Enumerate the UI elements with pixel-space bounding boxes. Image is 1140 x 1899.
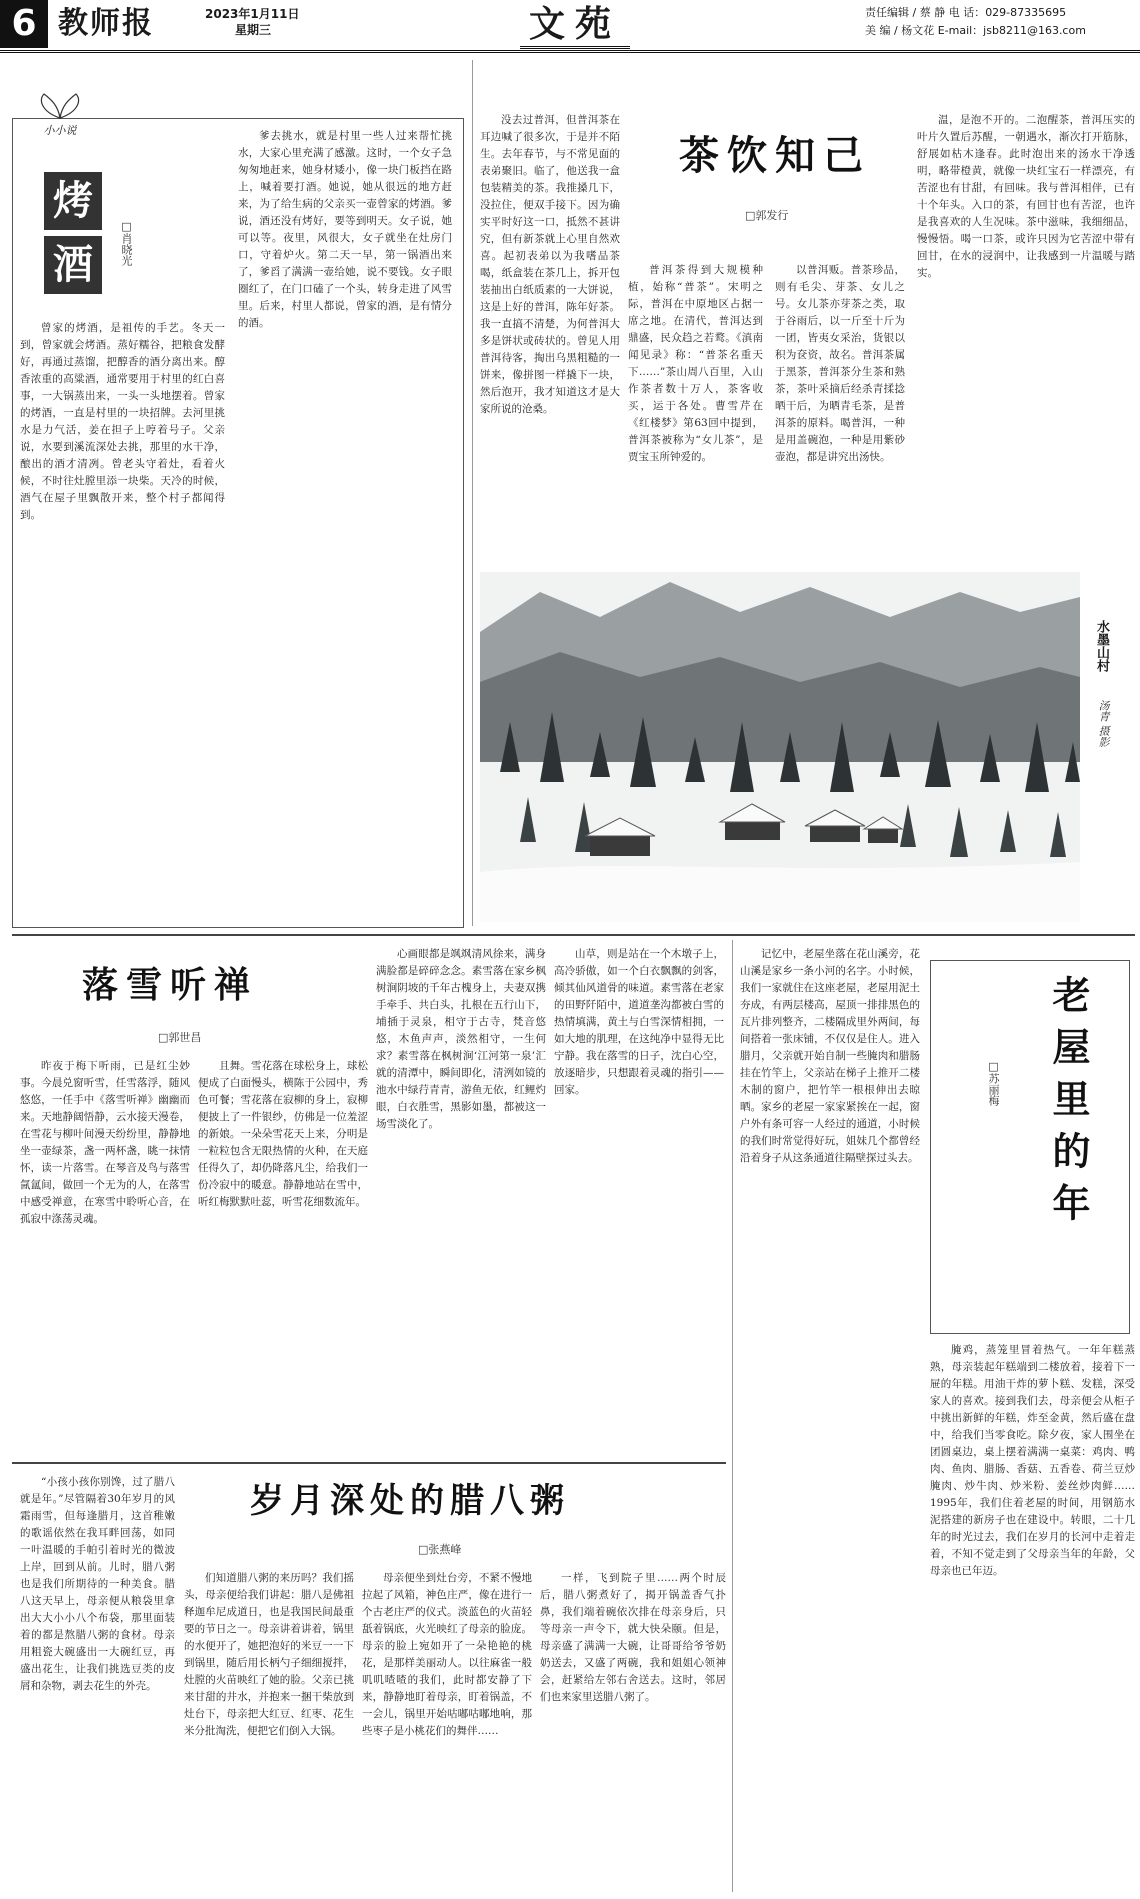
story4-paragraph: 一样，飞到院子里……两个时辰后，腊八粥煮好了，揭开锅盖香气扑鼻，我们端着碗依次排在母亲身后，只等母亲一声令下，就大快朵颐。但是，母亲盛了满满一大碗，让哥哥给爷爷奶奶送去，又盛了两碗，我和姐姐心领神会，赶紧给左邻右舍送去。这时，邻居们也来家里送腊八粥了。 bbox=[540, 1572, 726, 1703]
section-title: 文苑 bbox=[520, 2, 630, 49]
editor-info bbox=[865, 4, 1135, 40]
weekday-text: 星期三 bbox=[235, 23, 272, 37]
date-text: 2023年1月11日 bbox=[205, 7, 300, 21]
story2-column-2 bbox=[628, 262, 763, 552]
story3-column-3 bbox=[376, 946, 546, 1452]
story2-column-1 bbox=[480, 112, 620, 552]
section-divider-1 bbox=[12, 934, 1135, 936]
story2-paragraph: 普洱茶得到大规模种植，始称“普茶”。宋明之际，普洱在中原地区占据一席之地。在清代，普洱达到鼎盛，民众趋之若鹜。《滇南闻见录》称：“普茶名重天下……”茶山周八百里，入山作茶者数十万人，茶客收买，运于各处。曹雪芹在《红楼梦》第63回中提到，普洱茶被称为“女儿茶”，是贾宝玉所钟爱的。 bbox=[628, 264, 763, 463]
masthead-rule bbox=[0, 50, 1140, 53]
designer-line: 美 编 / 杨文花 E-mail：jsb8211@163.com bbox=[865, 24, 1086, 37]
story5-paragraph: 腌鸡，蒸笼里冒着热气。一年年糕蒸熟，母亲装起年糕端到二楼放着，接着下一屉的年糕。用油干炸的萝卜糕、发糕，深受家人的喜欢。接到我们去，母亲便会从柜子中挑出新鲜的年糕，炸至金黄，然后盛在盘中，给我们当零食吃。除夕夜，家人围坐在团圆桌边，桌上摆着满满一桌菜：鸡肉、鸭肉、鱼肉、腊肠、香菇、五香卷、荷兰豆炒腌肉、炒牛肉、炒米粉、姜丝炒肉鲜……1995年，我们住着老屋的时间，用钢筋水泥搭建的新房子也在建设中。转眼，二十几年的时光过去，我们在岁月的长河中走着走着，不知不觉走到了父母亲当年的年龄，父母亲也已年迈。 bbox=[930, 1344, 1135, 1577]
story3-paragraph: 心画眼都是飒飒清风徐来，满身满脸都是碎碎念念。素雪落在家乡枫树涧阴坡的千年古槐身上，夫妻双携手牵手、共白头，扎根在五行山下，埔插于灵泉，相守于古寺，梵音悠悠，木鱼声声，淡然相守，一生何求？素雪落在枫树涧‘江河第一泉’汇就的清潭中，瞬间即化，清洌如镜的池水中绿荇青青，游鱼无依，红鲤灼眼，白衣胜雪，黑影如墨，都被这一场雪淡化了。 bbox=[376, 948, 546, 1130]
story3-title: 落雪听禅 bbox=[81, 964, 258, 1006]
column-tag-label: 小小说 bbox=[43, 124, 77, 137]
story3-column-4 bbox=[554, 946, 724, 1452]
story3-paragraph: 且舞。雪花落在球松身上，球松便成了白面慢头，横陈于公园中，秀色可餐；雪花落在寂柳的身上，寂柳便披上了一件银纱，仿佛是一位羞涩的新娘。一朵朵雪花天上来，分明是一粒粒包含无限热情的火种，在天庭任得久了，却仍降落凡尘，给我们一份冷寂中的暖意。静静地站在雪中，听红梅默默吐蕊，听雪花细数流年。 bbox=[198, 1060, 368, 1208]
photo-caption: 水墨山村 bbox=[1094, 620, 1109, 672]
snow-village-illustration bbox=[480, 572, 1080, 922]
story2-author: □郭发行 bbox=[745, 209, 789, 222]
story5-column-1 bbox=[740, 946, 920, 1892]
story5-title: 老屋里的年 bbox=[1046, 975, 1091, 1235]
story4-column-3 bbox=[362, 1570, 532, 1892]
story1-column-1 bbox=[20, 320, 225, 916]
section-divider-2 bbox=[12, 1462, 726, 1464]
newspaper-name: 教师报 bbox=[58, 6, 154, 41]
leaf-icon bbox=[30, 92, 90, 120]
story4-title: 岁月深处的腊八粥 bbox=[250, 1481, 570, 1521]
story1-author: □肖晓光 bbox=[120, 220, 133, 266]
story1-paragraph: 爹去挑水，就是村里一些人过来帮忙挑水，大家心里充满了感激。这时，一个女子急匆匆地赶来，她身材矮小，像一块门板挡在路上，喊着要打酒。她说，她从很远的地方赶来，为了给生病的父亲买一壶曾家的烤酒。爹说，酒还没有烤好，要等到明天。女子说，她可以等。夜里，风很大，女子就坐在灶房门口，守着炉火。第二天一早，第一锅酒出来了，爹舀了满满一壶给她，说不要钱。女子眼圈红了，在门口磕了一个头，转身走进了风雪里。后来，村里人都说，曾家的酒，是有情分的酒。 bbox=[238, 130, 452, 329]
story4-author: □张燕峰 bbox=[418, 1543, 462, 1556]
story3-author: □郭世昌 bbox=[158, 1031, 202, 1044]
story3-paragraph: 昨夜于梅下听雨，已是红尘妙事。今晨兑窗听雪，任雪落浮，随风悠悠，一任手中《落雪听禅》幽幽而来。天地静阔悟静，云水接天漫卷，在雪花与柳叶间漫天纷纷里，静静地坐一壶绿茶，盏一两杯盏，眺一抹情怀，读一片落雪。在琴音及鸟与落雪氤氲间，做回一个无为的人，在落雪中感受禅意，在寒雪中聆听心音，在孤寂中涤荡灵魂。 bbox=[20, 1060, 190, 1225]
story2-paragraph: 没去过普洱，但普洱茶在耳边喊了很多次，于是并不陌生。去年春节，与不常见面的表弟聚旧。临了，他送我一盒包装精美的茶。我推搡几下，没拉住，便双手接下。因为确实平时好这一口，抵然不甚讲究，但有新茶就上心里自然欢喜。起初表弟以为我嗜品茶喝，纸盒装在茶几上，拆开包装抽出白纸质素的一大饼说，这是上好的普洱，陈年好茶。我一直搞不清楚，为何普洱大多是饼状或砖状的。曾见人用普洱待客，掏出乌黑粗糙的一饼来，像拼图一样撬下一块，然后泡开，我才知道这才是大家所说的沧桑。 bbox=[480, 114, 620, 415]
page-number: 6 bbox=[0, 0, 48, 48]
story4-column-2 bbox=[184, 1570, 354, 1892]
story3-column-1 bbox=[20, 1058, 190, 1452]
story5-title-box bbox=[930, 960, 1130, 1334]
story2-column-4 bbox=[917, 112, 1135, 552]
editor-line: 责任编辑 / 蔡 静 电 话：029-87335695 bbox=[865, 6, 1067, 19]
column-divider bbox=[732, 940, 733, 1892]
story3-column-2 bbox=[198, 1058, 368, 1452]
story5-paragraph: 记忆中，老屋坐落在花山溪旁，花山溪是家乡一条小河的名字。小时候，我们一家就住在这座老屋，老屋用泥土夯成，有两层楼高，屋顶一排排黑色的瓦片排列整齐，二楼隔成里外两间，每间搭着一张床铺，不仅仅是住人。进入腊月，父亲就开始自制一些腌肉和腊肠挂在竹竿上，父亲站在梯子上推开二楼木制的窗户，把竹竿一根根伸出去晾晒。家乡的老屋一家家紧挨在一起，窗户外有条可容一人经过的通道，小时候的我们时常觉得好玩，姐妹几个都曾经沿着身子从这条通道往隔壁探过头去。 bbox=[740, 948, 920, 1164]
photo-credit: 汤青 摄影 bbox=[1097, 700, 1110, 748]
story1-paragraph: 曾家的烤酒，是祖传的手艺。冬天一到，曾家就会烤酒。蒸好糯谷，把粮食发酵好，再通过蒸馏，把醇香的酒分离出来。醇香浓重的高粱酒，通常要用于村里的红白喜事，一大锅蒸出来，一头一头地摆着。曾家的烤酒，一直是村里的一块招牌。去河里挑水是力气活，姜在担子上哼着号子。父亲说，水要到溪流深处去挑，那里的水干净，酿出的酒才清冽。曾老头守着灶，看着火候，不时往灶膛里添一块柴。天冷的时候，酒气在屋子里飘散开来，整个村子都闻得到。 bbox=[20, 322, 225, 521]
story3-paragraph: 山草，则是站在一个木墩子上，高冷骄傲，如一个白衣飘飘的剑客，倾其仙风道骨的味道。素雪落在老家的田野阡陌中，道道垄沟都被白雪的热情填满，黄土与白雪深情相拥，一如大地的肌理，在这纯净中显得无比宁静。我在落雪的日子，沈白心空，放逐暗步，只想跟着灵魂的指引——回家。 bbox=[554, 948, 724, 1096]
story2-title: 茶饮知己 bbox=[679, 132, 871, 179]
story1-title-char2: 酒 bbox=[44, 236, 102, 294]
story5-author: □苏丽梅 bbox=[987, 1060, 1000, 1106]
column-divider bbox=[472, 60, 473, 926]
story5-column-2 bbox=[930, 1342, 1135, 1892]
story4-paragraph: “小孩小孩你别馋，过了腊八就是年。”尽管隔着30年岁月的风霜雨雪，但每逢腊月，这首稚嫩的歌谣依然在我耳畔回荡，如同一叶温暖的手帕引着时光的微波上岸，回到从前。儿时，腊八粥也是我们所期待的一种美食。腊八这天早上，母亲便从粮袋里拿出大大小小八个布袋，那里面装着的都是熬腊八粥的食材。母亲用粗瓷大碗盛出一大碗红豆，再盛出花生，让我们挑选豆类的皮屑和杂物，剥去花生的外壳。 bbox=[20, 1476, 175, 1692]
story2-paragraph: 温，是泡不开的。二泡醒茶，普洱压实的叶片久置后苏醒，一朝遇水，渐次打开筋脉，舒展如枯木逢春。此时泡出来的汤水干净透明，略带橙黄，就像一块红宝石一样漂亮，有苦涩也有甘甜，有回味。我与普洱相伴，已有十个年头。入口的茶，有回甘也有苦涩，也许是我喜欢的人生况味。茶中滋味，我细细品，慢慢悟。喝一口茶，或许只因为它苦涩中带有回甘，在水的浸润中，让我感到一片温暖与踏实。 bbox=[917, 114, 1135, 279]
issue-date bbox=[205, 6, 299, 38]
story2-column-3 bbox=[775, 262, 905, 552]
story4-paragraph: 们知道腊八粥的来历吗？我们摇头，母亲便给我们讲起：腊八是佛祖释迦牟尼成道日，也是我国民间最重要的节日之一。母亲讲着讲着，锅里的水便开了，她把泡好的米豆一一下到锅里，随后用长柄勺子细细搅拌，灶膛的火苗映红了她的脸。父亲已挑来甘甜的井水，并抱来一捆干柴放到灶台下，母亲把大红豆、红枣、花生米分批淘洗，便把它们倒入大锅。 bbox=[184, 1572, 354, 1737]
story4-column-1 bbox=[20, 1474, 175, 1892]
story1-column-2 bbox=[238, 128, 452, 916]
column-tag bbox=[30, 92, 90, 136]
story4-paragraph: 母亲便坐到灶台旁，不紧不慢地拉起了风箱，神色庄严，像在进行一个古老庄严的仪式。淡蓝色的火苗轻舐着锅底，火光映红了母亲的脸庞。母亲的脸上宛如开了一朵艳艳的桃花，是那样美丽动人。以往麻雀一般叽叽喳喳的我们，此时都安静了下来，静静地盯着母亲，盯着锅盖，不一会儿，锅里开始咕嘟咕嘟地响，那些枣子是小桃花们的舞伴…… bbox=[362, 1572, 532, 1737]
story2-paragraph: 以普洱贩。普茶珍品，则有毛尖、芽茶、女儿之号。女儿茶亦芽茶之类，取于谷雨后，以一斤至十斤为一团，皆夷女采治，货银以积为奁资，故名。普洱茶属于黑茶，普洱茶分生茶和熟茶，茶叶采摘后经杀青揉捻晒干后，为晒青毛茶，是普洱茶的原料。喝普洱，一种是用盖碗泡，一种是用紫砂壶泡，都是讲究出汤快。 bbox=[775, 264, 905, 463]
story1-title-char1: 烤 bbox=[44, 172, 102, 230]
photo-ink-village bbox=[480, 572, 1080, 922]
story4-column-4 bbox=[540, 1570, 726, 1892]
